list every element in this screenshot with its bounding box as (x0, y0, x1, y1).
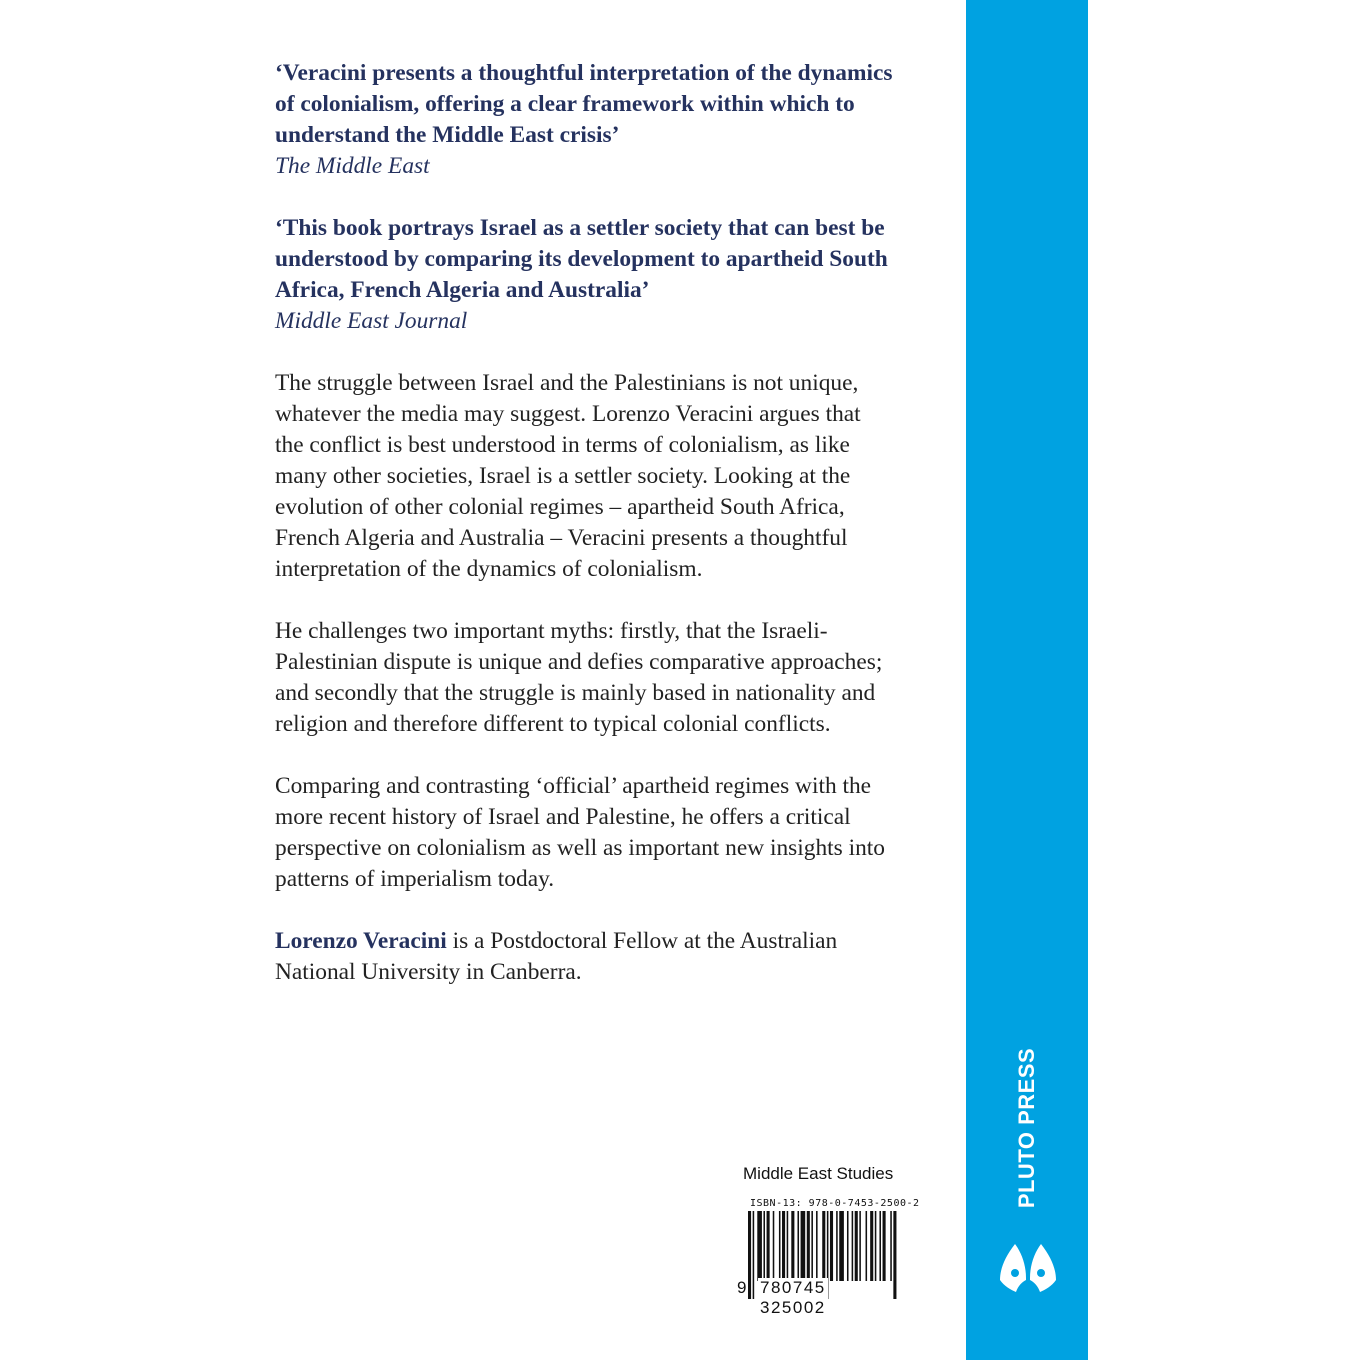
text-line: and secondly that the struggle is mainly based in nationality and (275, 680, 876, 706)
barcode-bar (836, 1211, 838, 1281)
description-paragraph-2 (275, 616, 935, 740)
text-line: Palestinian dispute is unique and defies comparative approaches; (275, 649, 883, 675)
review-quote-2 (275, 213, 935, 337)
review-quote-1 (275, 58, 935, 182)
author-bio (275, 926, 935, 988)
text-line: the conflict is best understood in terms of colonialism, as like (275, 432, 850, 458)
barcode-bar (757, 1211, 762, 1281)
barcode-bar (807, 1211, 810, 1281)
text-line: interpretation of the dynamics of colonialism. (275, 556, 703, 582)
barcode-bar (782, 1211, 785, 1281)
text-line: French Algeria and Australia – Veracini presents a thoughtful (275, 525, 848, 551)
barcode-bar (753, 1211, 755, 1299)
barcode-bar (883, 1211, 886, 1281)
barcode-bar (767, 1211, 770, 1281)
quote-line: of colonialism, offering a clear framework within which to (275, 91, 855, 117)
text-line: whatever the media may suggest. Lorenzo Veracini argues that (275, 401, 861, 427)
barcode-remaining-digits: 780745 325002 (760, 1278, 826, 1317)
series-label: Middle East Studies (743, 1164, 894, 1183)
barcode-bar (847, 1211, 849, 1281)
barcode-bar (875, 1211, 877, 1281)
barcode-bar (791, 1211, 794, 1281)
barcode-bar (859, 1211, 861, 1281)
text-line: patterns of imperialism today. (275, 866, 555, 892)
barcode-bar (748, 1211, 751, 1299)
text-line: evolution of other colonial regimes – apartheid South Africa, (275, 494, 845, 520)
barcode-bar (801, 1211, 806, 1281)
author-name: Lorenzo Veracini (275, 928, 447, 954)
back-cover-text (275, 58, 935, 1019)
barcode-bar (773, 1211, 775, 1281)
quote-line: ‘This book portrays Israel as a settler society that can best be (275, 215, 885, 241)
pluto-press-logo-icon (996, 1240, 1060, 1298)
barcode-bar (879, 1211, 881, 1281)
description-paragraph-3 (275, 771, 935, 895)
text-line: many other societies, Israel is a settler society. Looking at the (275, 463, 851, 489)
barcode-bar (797, 1211, 799, 1281)
text-line: religion and therefore different to typical colonial conflicts. (275, 711, 831, 737)
barcode-bar (893, 1211, 896, 1299)
barcode-bar (811, 1211, 813, 1281)
text-line: perspective on colonialism as well as important new insights into (275, 835, 885, 861)
barcode-bar (852, 1211, 854, 1281)
text-line: Comparing and contrasting ‘official’ apartheid regimes with the (275, 773, 872, 799)
quote-line: understand the Middle East crisis’ (275, 122, 620, 148)
barcode-bar (866, 1211, 868, 1281)
description-paragraph-1 (275, 368, 935, 585)
barcode-bar (763, 1211, 765, 1281)
text-line: more recent history of Israel and Palestine, he offers a critical (275, 804, 851, 830)
author-bio-line-1 (275, 926, 935, 957)
text-line: He challenges two important myths: firstly, that the Israeli- (275, 618, 828, 644)
quote-line: Africa, French Algeria and Australia’ (275, 277, 650, 303)
barcode-bar (870, 1211, 873, 1281)
barcode-bar (779, 1211, 781, 1281)
barcode-bar (830, 1211, 833, 1281)
isbn-label: ISBN-13: 978-0-7453-2500-2 (750, 1198, 920, 1209)
barcode-bar (855, 1211, 858, 1281)
barcode-bar (890, 1211, 892, 1281)
quote-source: The Middle East (275, 153, 430, 179)
barcode-first-digit: 9 (737, 1278, 748, 1297)
text-line: The struggle between Israel and the Palestinians is not unique, (275, 370, 859, 396)
author-bio-text: is a Postdoctoral Fellow at the Australian (446, 928, 838, 954)
quote-line: ‘Veracini presents a thoughtful interpretation of the dynamics (275, 60, 893, 86)
barcode-bar (839, 1211, 844, 1281)
quote-source: Middle East Journal (275, 308, 468, 334)
publisher-name: PLUTO PRESS (1014, 1047, 1039, 1209)
barcode-bar (787, 1211, 789, 1281)
barcode-bar (816, 1211, 818, 1281)
author-bio-line-2: National University in Canberra. (275, 959, 582, 985)
quote-line: understood by comparing its development to apartheid South (275, 246, 888, 272)
